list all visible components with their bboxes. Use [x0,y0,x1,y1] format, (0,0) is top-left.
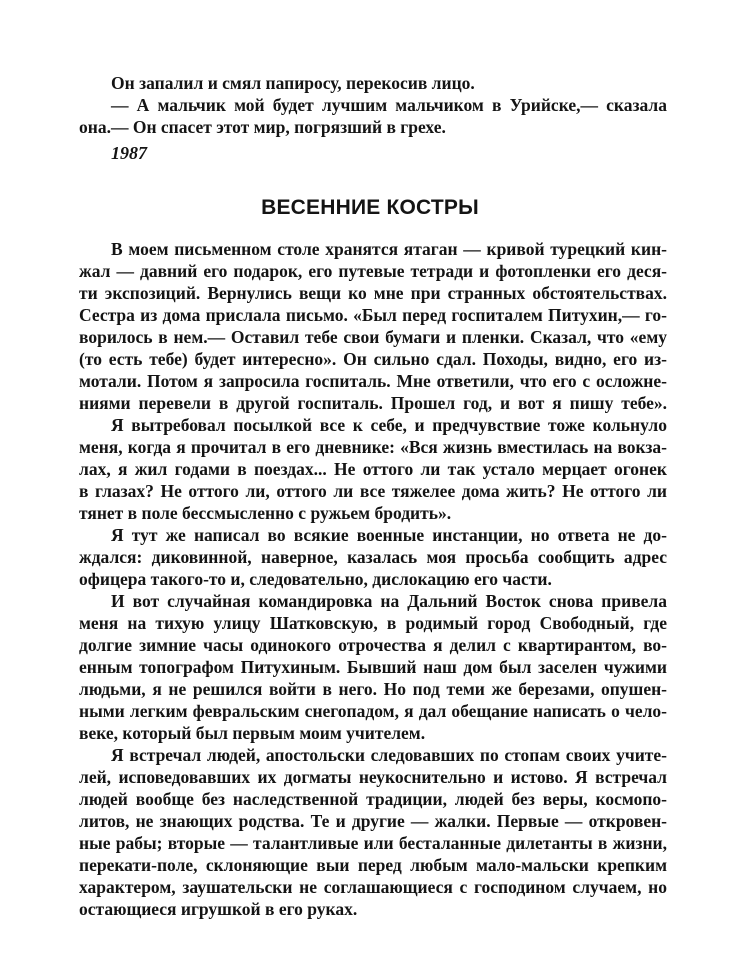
text-line: Я встречал людей, апостольски следовавших по стопам своих учите- [111,745,667,765]
text-line: офицера такого-то и, следовательно, дислокацию его части. [79,569,552,589]
text-line: людьми, я не решился войти в него. Но под теми же березами, опушен- [79,679,667,699]
text-line: Я вытребовал посылкой все к себе, и предчувствие тоже кольнуло [111,415,667,435]
intro-line: — А мальчик мой будет лучшим мальчиком в Урийске,— сказала [111,95,667,115]
text-line: тянет в поле бессмысленно с ружьем бродить». [79,503,452,523]
text-line: ворилось в нем.— Оставил тебе свои бумаги и пленки. Сказал, что «ему [79,327,667,347]
text-line: ти экспозиций. Вернулись вещи ко мне при странных обстоятельствах. [79,283,667,303]
text-line: лах, я жил годами в поездах... Не оттого ли так устало мерцает огонек [79,459,667,479]
text-line: меня на тихую улицу Шатковскую, в родимый город Свободный, где [79,613,667,633]
text-line: (то есть тебе) будет интересно». Он сильно сдал. Походы, видно, его из- [79,349,667,369]
intro-line: она.— Он спасет этот мир, погрязший в грехе. [79,117,446,137]
text-line: лей, исповедовавших их догматы неукоснительно и истово. Я встречал [79,767,667,787]
text-line: мотали. Потом я запросила госпиталь. Мне ответили, что его с осложне- [79,371,667,391]
text-line: ждался: диковинной, наверное, казалась моя просьба сообщить адрес [79,547,667,567]
text-line: веке, который был первым моим учителем. [79,723,426,743]
text-line: ниями перевели в другой госпиталь. Прошел год, и вот я пишу тебе». [79,393,667,413]
text-line: И вот случайная командировка на Дальний Восток снова привела [111,591,667,611]
text-line: перекати-поле, склоняющие выи перед любым мало-мальски крепким [79,855,667,875]
text-line: енным топографом Питухиным. Бывший наш дом был заселен чужими [79,657,667,677]
text-line: в глазах? Не оттого ли, оттого ли все тяжелее дома жить? Не оттого ли [79,481,667,501]
text-line: Сестра из дома прислала письмо. «Был перед госпиталем Питухин,— го- [79,305,667,325]
text-line: В моем письменном столе хранятся ятаган — кривой турецкий кин- [111,239,667,259]
text-line: людей вообще без наследственной традиции, людей без веры, космопо- [79,789,667,809]
text-line: остающиеся игрушкой в его руках. [79,899,358,919]
text-line: долгие зимние часы одинокого отрочества я делил с квартирантом, во- [79,635,667,655]
text-line: меня, когда я прочитал в его дневнике: «Вся жизнь вместилась на вокза- [79,437,667,457]
text-line: ные рабы; вторые — талантливые или бесталанные дилетанты в жизни, [79,833,667,853]
text-line: жал — давний его подарок, его путевые тетради и фотопленки его деся- [79,261,667,281]
intro-line: Он запалил и смял папиросу, перекосив лицо. [111,73,475,93]
text-line: Я тут же написал во всякие военные инстанции, но ответа не до- [111,525,667,545]
text-line: характером, заушательски не соглашающиеся с господином случаем, но [79,877,667,897]
chapter-title: ВЕСЕННИЕ КОСТРЫ [261,196,479,219]
year-date: 1987 [111,143,147,163]
text-line: литов, не знающих родства. Те и другие — жалки. Первые — откровен- [79,811,667,831]
text-line: ными легким февральским снегопадом, я дал обещание написать о чело- [79,701,667,721]
